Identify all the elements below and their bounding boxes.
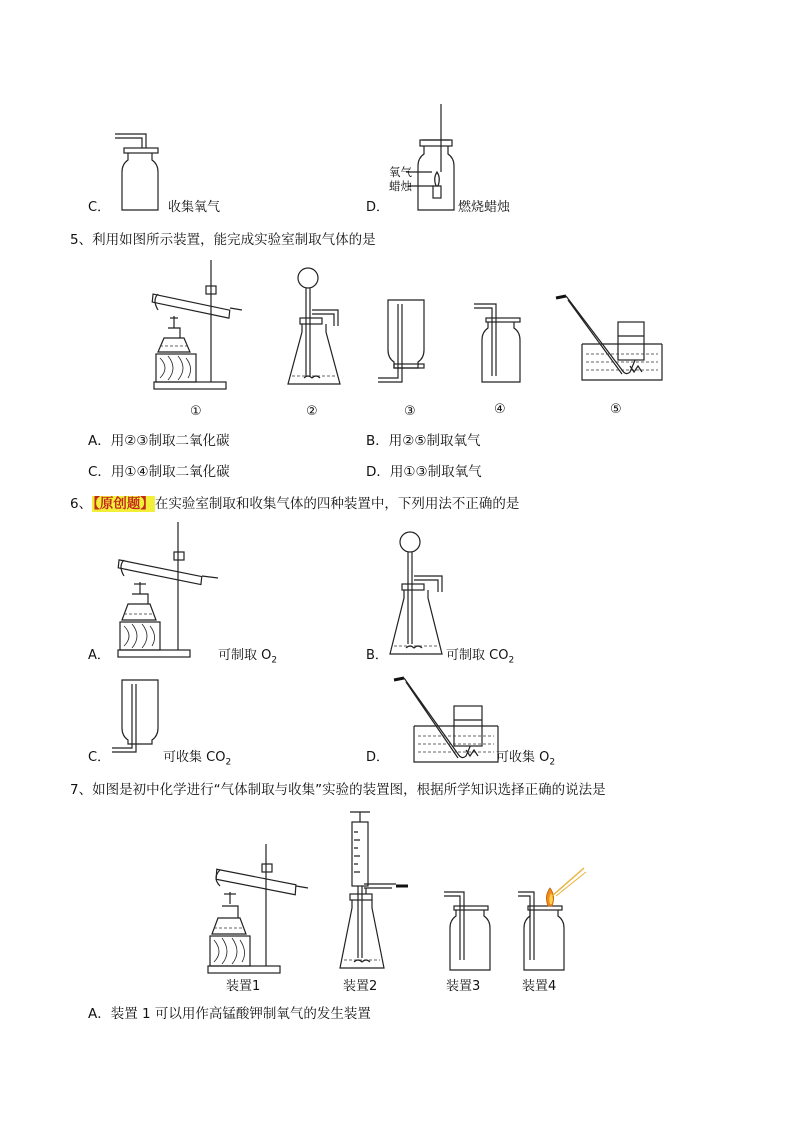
q6-stem: 6、【原创题】在实验室制取和收集气体的四种装置中，下列用法不正确的是 — [70, 496, 520, 512]
q5-option-a[interactable]: A．用②③制取二氧化碳 — [88, 433, 230, 449]
q5-figure-4-upward-bottle — [472, 300, 532, 386]
wood-splint-icon — [552, 868, 584, 896]
q6-option-b-caption: 可制取 $CO_2$ — [446, 648, 515, 666]
option-c-label: C． — [88, 200, 111, 215]
q5-figure-3-downward-bottle — [376, 296, 436, 386]
q5-stem: 5、利用如图所示装置，能完成实验室制取气体的是 — [70, 232, 376, 248]
q7-device-2-label: 装置2 — [343, 979, 378, 994]
q6-option-c-caption: 可收集 $CO_2$ — [163, 750, 232, 768]
q7-device-4-label: 装置4 — [522, 979, 557, 994]
q6-figure-a-heating-apparatus — [114, 520, 224, 660]
q6-figure-d-water-collection — [390, 674, 510, 769]
q5-label-2: ② — [306, 404, 318, 419]
q5-option-b[interactable]: B．用②⑤制取氧气 — [366, 433, 481, 449]
q6-option-a-label[interactable]: A． — [88, 648, 110, 663]
candle-burning-figure — [386, 102, 466, 214]
q6-figure-c-downward-bottle — [110, 676, 170, 756]
original-question-tag: 【原创题】 — [93, 496, 154, 512]
oxygen-label: 氧气 — [389, 165, 412, 179]
q6-option-c-label[interactable]: C． — [88, 750, 111, 765]
q5-figure-5-water-collection — [552, 292, 672, 387]
q6-option-d-caption: 可收集 $O_2$ — [496, 750, 556, 768]
option-d-caption: 燃烧蜡烛 — [458, 200, 511, 215]
q5-label-4: ④ — [494, 402, 506, 417]
q6-option-a-caption: 可制取 $O_2$ — [218, 648, 278, 666]
q7-device-1-label: 装置1 — [226, 979, 261, 994]
option-c-caption: 收集氧气 — [168, 200, 221, 215]
q5-label-3: ③ — [404, 404, 416, 419]
q5-label-5: ⑤ — [610, 402, 622, 417]
q5-figure-1-heating-apparatus — [150, 258, 240, 393]
q5-label-1: ① — [190, 404, 202, 419]
gas-bottle-collect-figure — [110, 130, 170, 215]
q7-device-4-bottle-flame-test — [516, 866, 596, 976]
q7-device-3-gas-bottle — [442, 884, 502, 976]
q7-device-1-heating — [204, 842, 314, 974]
q6-option-b-label[interactable]: B． — [366, 648, 388, 663]
option-d-label: D． — [366, 200, 390, 215]
q7-stem: 7、如图是初中化学进行“气体制取与收集”实验的装置图，根据所学知识选择正确的说法是 — [70, 782, 606, 798]
q7-device-2-syringe-flask — [336, 808, 422, 978]
q7-option-a[interactable]: A．装置 1 可以用作高锰酸钾制氧气的发生装置 — [88, 1006, 371, 1022]
q7-device-3-label: 装置3 — [446, 979, 481, 994]
q5-figure-2-flask-generator — [282, 266, 352, 394]
q6-figure-b-flask-generator — [384, 530, 454, 662]
q5-option-c[interactable]: C．用①④制取二氧化碳 — [88, 464, 230, 480]
q5-option-d[interactable]: D．用①③制取氧气 — [366, 464, 482, 480]
q6-option-d-label[interactable]: D． — [366, 750, 390, 765]
candle-label: 蜡烛 — [389, 179, 412, 193]
